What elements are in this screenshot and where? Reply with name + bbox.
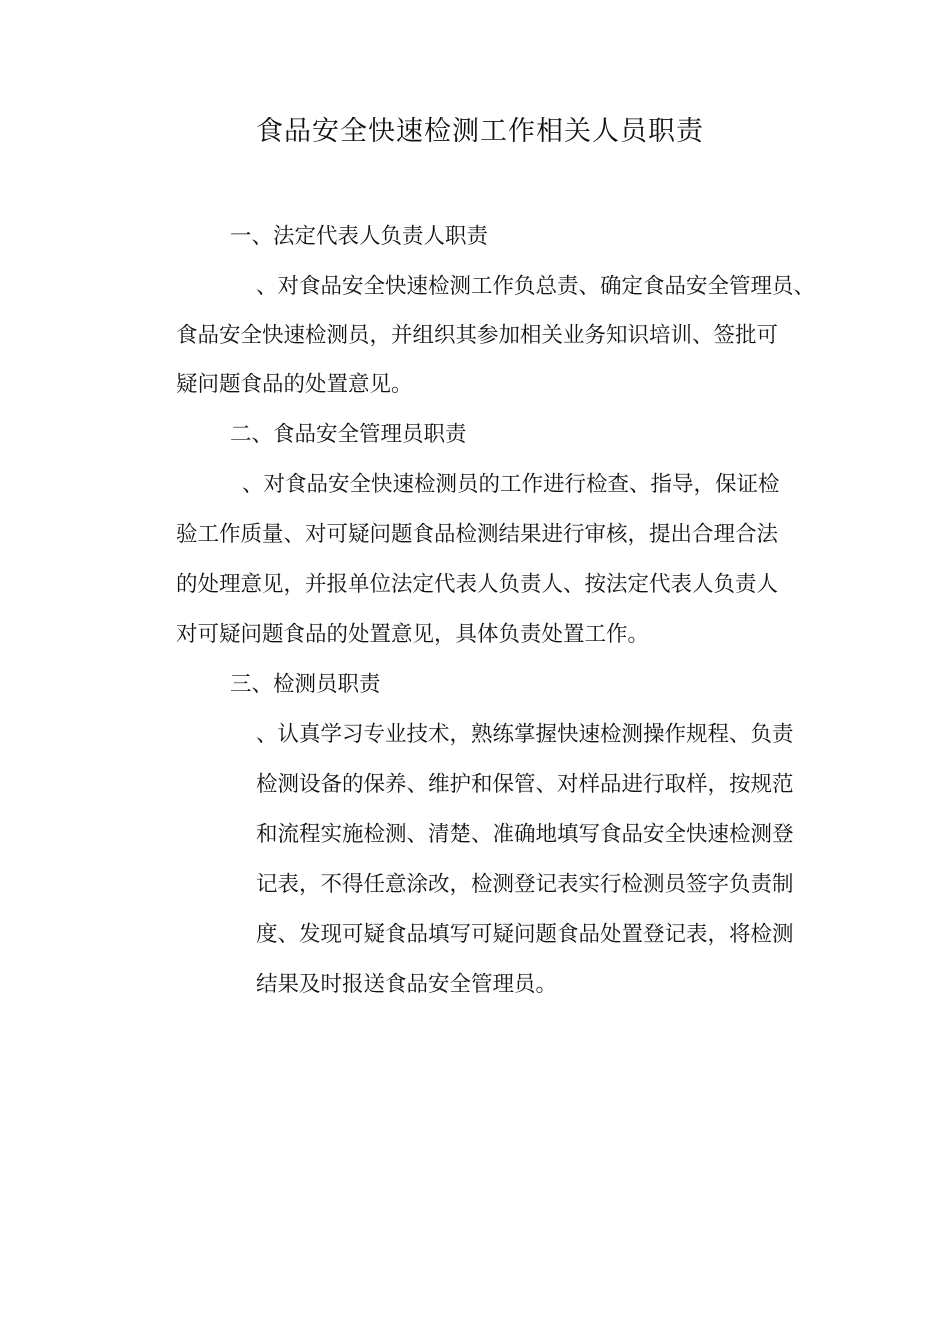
section-3-line-2: 检测设备的保养、维护和保管、对样品进行取样，按规范 xyxy=(256,772,794,797)
section-2-line-1: 、对食品安全快速检测员的工作进行检查、指导，保证检 xyxy=(242,472,780,497)
section-heading-2: 二、食品安全管理员职责 xyxy=(230,422,467,447)
section-heading-3: 三、检测员职责 xyxy=(230,672,381,697)
section-3-line-6: 结果及时报送食品安全管理员。 xyxy=(256,972,558,997)
section-3-line-1: 、认真学习专业技术，熟练掌握快速检测操作规程、负责 xyxy=(256,722,794,747)
section-2-line-4: 对可疑问题食品的处置意见，具体负责处置工作。 xyxy=(176,622,650,647)
section-3-line-5: 度、发现可疑食品填写可疑问题食品处置登记表，将检测 xyxy=(256,922,794,947)
section-2-line-2: 验工作质量、对可疑问题食品检测结果进行审核，提出合理合法 xyxy=(176,522,779,547)
section-3-line-4: 记表，不得任意涂改，检测登记表实行检测员签字负责制 xyxy=(256,872,794,897)
section-3-line-3: 和流程实施检测、清楚、准确地填写食品安全快速检测登 xyxy=(256,822,794,847)
section-2-line-3: 的处理意见，并报单位法定代表人负责人、按法定代表人负责人 xyxy=(176,572,779,597)
section-1-line-2: 食品安全快速检测员，并组织其参加相关业务知识培训、签批可 xyxy=(176,323,779,348)
document-title: 食品安全快速检测工作相关人员职责 xyxy=(256,116,704,147)
section-1-line-3: 疑问题食品的处置意见。 xyxy=(176,372,413,397)
section-heading-1: 一、法定代表人负责人职责 xyxy=(230,224,489,249)
section-1-line-1: 、对食品安全快速检测工作负总责、确定食品安全管理员、 xyxy=(256,274,816,299)
